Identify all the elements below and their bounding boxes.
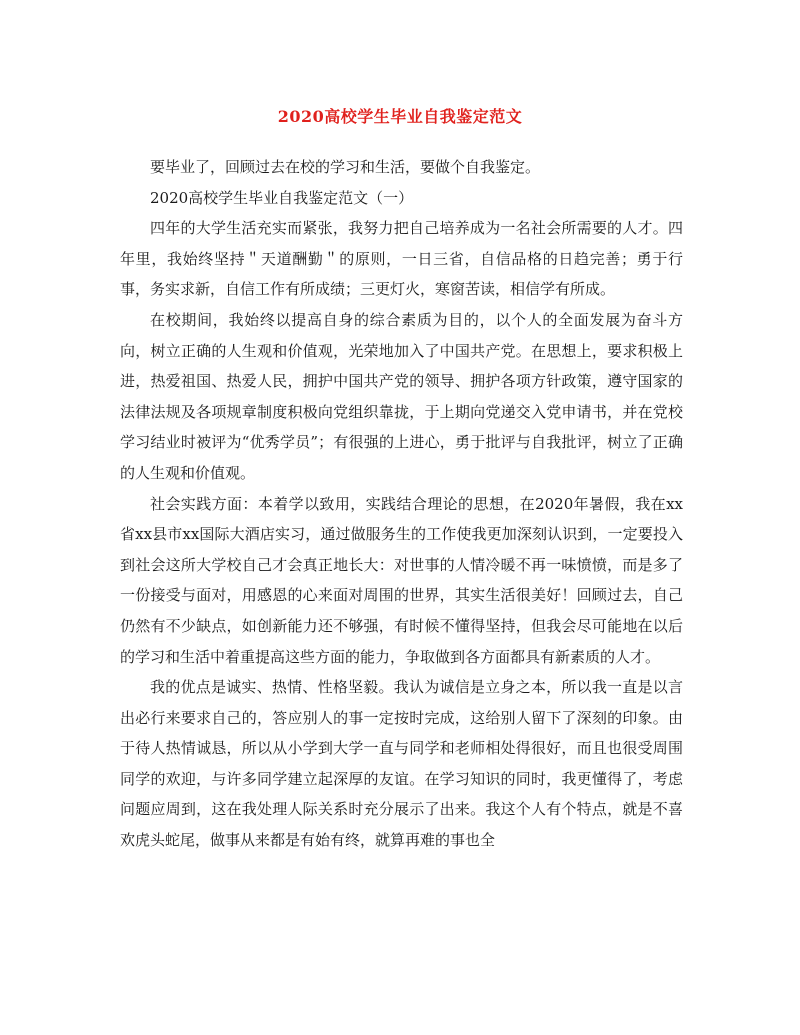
paragraph-1: 四年的大学生活充实而紧张，我努力把自己培养成为一名社会所需要的人才。四年里，我始终坚持＂天道酬勤＂的原则，一日三省，自信品格的日趋完善；勇于行事，务实求新，自信工作有所成绩；三更灯火，寒窗苦读，相信学有所成。 bbox=[120, 219, 683, 299]
paragraph-subtitle: 2020高校学生毕业自我鉴定范文（一） bbox=[150, 188, 414, 207]
paragraph-intro: 要毕业了，回顾过去在校的学习和生活，要做个自我鉴定。 bbox=[150, 158, 541, 176]
paragraph-3: 社会实践方面：本着学以致用，实践结合理论的思想，在2020年暑假，我在xx省xx县市xx国际大酒店实习，通过做服务生的工作使我更加深刻认识到，一定要投入到社会这所大学校自己才会真正地长大：对世事的人情冷暖不再一味愤愤，而是多了一份接受与面对，用感恩的心来面对周围的世界，其实生活很美好！回顾过去，自己仍然有不少缺点，如创新能力还不够强，有时候不懂得坚持，但我会尽可能地在以后的学习和生活中着重提高这些方面的能力，争取做到各方面都具有新素质的人才。 bbox=[120, 494, 683, 666]
document-title: 2020高校学生毕业自我鉴定范文 bbox=[277, 107, 523, 126]
paragraph-2: 在校期间，我始终以提高自身的综合素质为目的，以个人的全面发展为奋斗方向，树立正确的人生观和价值观，光荣地加入了中国共产党。在思想上，要求积极上进，热爱祖国、热爱人民，拥护中国共产党的领导、拥护各项方针政策，遵守国家的法律法规及各项规章制度积极向党组织靠拢，于上期向党递交入党申请书，并在党校学习结业时被评为“优秀学员”；有很强的上进心，勇于批评与自我批评，树立了正确的人生观和价值观。 bbox=[120, 310, 683, 482]
paragraph-4: 我的优点是诚实、热情、性格坚毅。我认为诚信是立身之本，所以我一直是以言出必行来要求自己的，答应别人的事一定按时完成，这给别人留下了深刻的印象。由于待人热情诚恳，所以从小学到大学一直与同学和老师相处得很好，而且也很受周围同学的欢迎，与许多同学建立起深厚的友谊。在学习知识的同时，我更懂得了，考虑问题应周到，这在我处理人际关系时充分展示了出来。我这个人有个特点，就是不喜欢虎头蛇尾，做事从来都是有始有终，就算再难的事也全 bbox=[120, 678, 683, 850]
document-body bbox=[120, 152, 683, 856]
